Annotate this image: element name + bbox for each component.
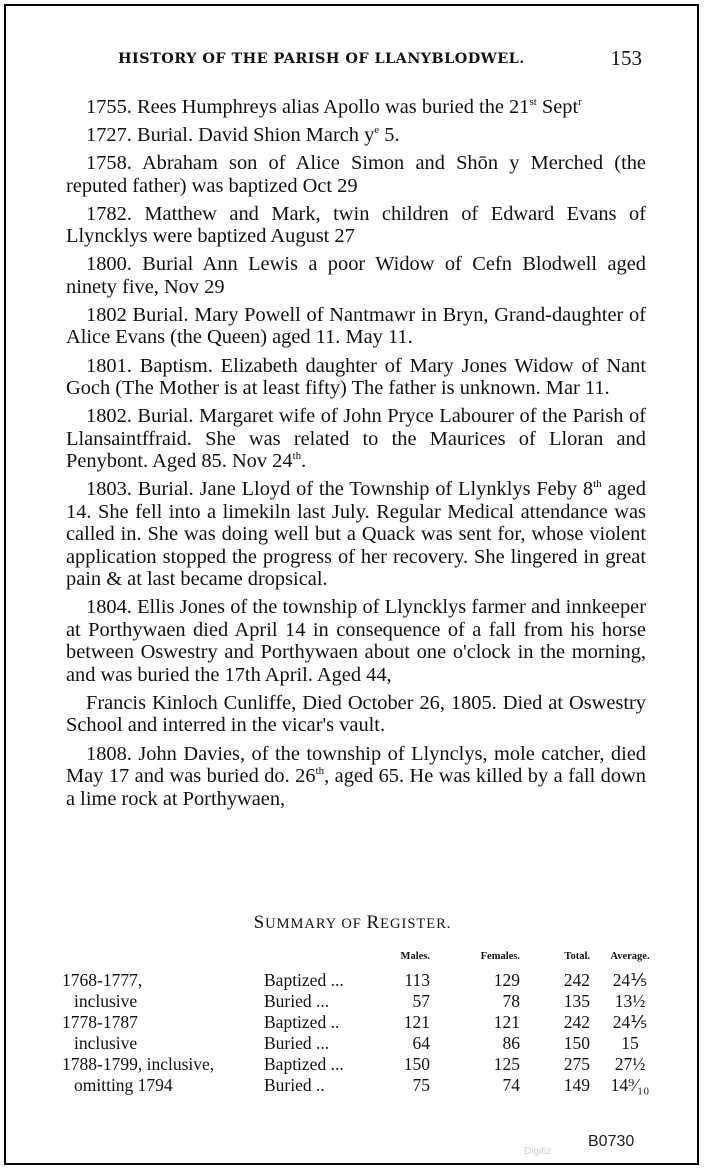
header-total: Total. bbox=[564, 950, 590, 962]
period-cell: inclusive bbox=[74, 991, 138, 1011]
header-males: Males. bbox=[400, 950, 430, 962]
kind-cell: Buried .. bbox=[264, 1075, 325, 1095]
table-row bbox=[62, 1012, 666, 1033]
average-cell: 15 bbox=[621, 1033, 639, 1053]
table-row bbox=[62, 1033, 666, 1054]
register-entry: 1802 Burial. Mary Powell of Nantmawr in Bryn, Grand-daughter of Alice Evans (the Queen) aged 11. May 11. bbox=[66, 303, 646, 349]
table-row bbox=[62, 1075, 666, 1096]
males-cell: 57 bbox=[412, 991, 430, 1011]
kind-cell: Buried ... bbox=[264, 991, 330, 1011]
total-cell: 150 bbox=[563, 1033, 590, 1053]
watermark-text: Digitiz bbox=[524, 1146, 552, 1157]
average-cell: 24⅕ bbox=[612, 1012, 648, 1032]
period-cell: 1788-1799, inclusive, bbox=[62, 1054, 215, 1074]
females-cell: 121 bbox=[493, 1012, 520, 1032]
average-cell: 24⅕ bbox=[612, 970, 648, 990]
summary-body bbox=[62, 970, 666, 1096]
header-average: Average. bbox=[610, 950, 650, 962]
register-entries bbox=[66, 96, 646, 816]
summary-header-row bbox=[62, 942, 666, 970]
archive-stamp: B0730 bbox=[588, 1133, 635, 1150]
kind-cell: Baptized ... bbox=[264, 1054, 344, 1074]
males-cell: 113 bbox=[404, 970, 430, 990]
average-cell: 27½ bbox=[614, 1054, 646, 1074]
register-entry: Francis Kinloch Cunliffe, Died October 26, 1805. Died at Oswestry School and interred in the vicar's vault. bbox=[66, 691, 646, 737]
males-cell: 64 bbox=[412, 1033, 430, 1053]
total-cell: 149 bbox=[563, 1075, 590, 1095]
males-cell: 121 bbox=[403, 1012, 430, 1032]
period-cell: 1778-1787 bbox=[62, 1012, 138, 1032]
kind-cell: Baptized ... bbox=[264, 970, 344, 990]
register-entry: 1755. Rees Humphreys alias Apollo was buried the 21st Sept$^r$ bbox=[86, 96, 582, 118]
females-cell: 74 bbox=[502, 1075, 520, 1095]
period-cell: omitting 1794 bbox=[74, 1075, 173, 1095]
females-cell: 129 bbox=[493, 970, 520, 990]
summary-table bbox=[62, 942, 666, 1096]
average-cell: 14⁹⁄₁₀ bbox=[610, 1075, 650, 1095]
page-number: 153 bbox=[610, 46, 642, 70]
females-cell: 125 bbox=[493, 1054, 520, 1074]
males-cell: 150 bbox=[403, 1054, 430, 1074]
period-cell: inclusive bbox=[74, 1033, 138, 1053]
males-cell: 75 bbox=[412, 1075, 430, 1095]
total-cell: 242 bbox=[563, 970, 590, 990]
register-entry: 1800. Burial Ann Lewis a poor Widow of Cefn Blodwell aged ninety five, Nov 29 bbox=[66, 253, 646, 298]
table-row bbox=[62, 970, 666, 991]
total-cell: 135 bbox=[563, 991, 590, 1011]
page-header bbox=[118, 46, 648, 74]
summary-title: SUMMARY OF REGISTER. bbox=[253, 912, 452, 933]
register-entry: 1782. Matthew and Mark, twin children of Edward Evans of Llyncklys were baptized August 27 bbox=[66, 202, 646, 248]
register-entry: 1801. Baptism. Elizabeth daughter of Mary Jones Widow of Nant Goch (The Mother is at least fifty) The father is unknown. Mar 11. bbox=[66, 354, 646, 400]
register-entry: 1803. Burial. Jane Lloyd of the Township of Llynklys Feby 8th aged 14. She fell into a limekiln last July. Regular Medical attendance was called in. She was doing well but a Quack was sent for, whose violent application stopped the progress of her recovery. She lingered in great pain & at last became dropsical. bbox=[66, 478, 646, 591]
table-row bbox=[62, 991, 666, 1012]
register-entry: 1804. Ellis Jones of the township of Llyncklys farmer and innkeeper at Porthywaen died April 14 in consequence of a fall from his horse between Oswestry and Porthywaen about one o'clock in the morning, and was buried the 17th April. Aged 44, bbox=[66, 596, 646, 686]
running-title: HISTORY OF THE PARISH OF LLANYBLODWEL. bbox=[118, 50, 525, 67]
kind-cell: Buried ... bbox=[264, 1033, 330, 1053]
register-entry: 1802. Burial. Margaret wife of John Pryce Labourer of the Parish of Llansaintffraid. She was related to the Maurices of Lloran and Penybont. Aged 85. Nov 24th. bbox=[66, 405, 646, 473]
table-row bbox=[62, 1054, 666, 1075]
period-cell: 1768-1777, bbox=[62, 970, 143, 990]
total-cell: 242 bbox=[563, 1012, 590, 1032]
header-females: Females. bbox=[480, 950, 520, 962]
register-entry: 1758. Abraham son of Alice Simon and Shōn y Merched (the reputed father) was baptized Oct 29 bbox=[66, 152, 646, 197]
kind-cell: Baptized .. bbox=[264, 1012, 340, 1032]
register-entry: 1727. Burial. David Shion March $y^e$ 5. bbox=[86, 124, 400, 147]
total-cell: 275 bbox=[563, 1054, 590, 1074]
register-entry: 1808. John Davies, of the township of Llynclys, mole catcher, died May 17 and was buried do. 26th, aged 65. He was killed by a fall down a lime rock at Porthywaen, bbox=[66, 742, 646, 810]
females-cell: 86 bbox=[502, 1033, 520, 1053]
average-cell: 13½ bbox=[614, 991, 646, 1011]
females-cell: 78 bbox=[502, 991, 520, 1011]
